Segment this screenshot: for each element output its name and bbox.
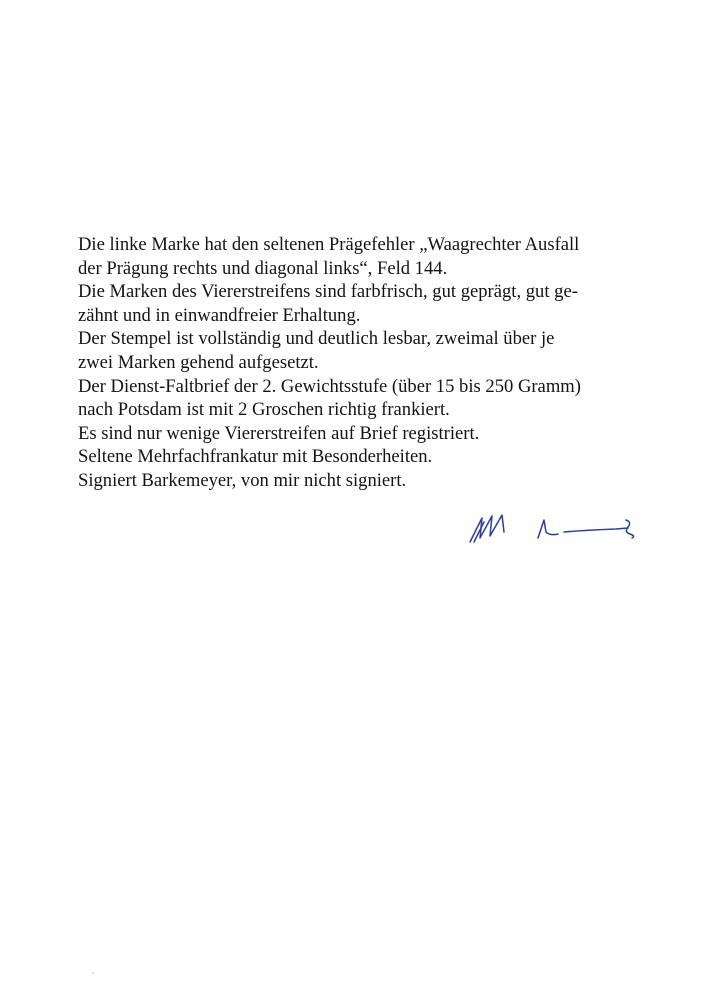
text-line: Es sind nur wenige Viererstreifen auf Brief registriert. (78, 422, 480, 444)
paragraph-signature-note (78, 469, 645, 493)
text-line: Die Marken des Viererstreifens sind farbfrisch, gut geprägt, gut ge- (78, 281, 578, 303)
text-line: zähnt und in einwandfreier Erhaltung. (78, 304, 361, 326)
handwritten-signature (468, 508, 648, 550)
paragraph-cancellation (78, 327, 645, 374)
paper-speck (92, 972, 94, 974)
text-line: nach Potsdam ist mit 2 Groschen richtig frankiert. (78, 399, 450, 421)
text-line: Der Stempel ist vollständig und deutlich lesbar, zweimal über je (78, 328, 555, 350)
text-line: Seltene Mehrfachfrankatur mit Besonderheiten. (78, 446, 433, 468)
paragraph-condition (78, 280, 645, 327)
paragraph-franking (78, 375, 645, 422)
paragraph-summary (78, 445, 645, 469)
text-line: Der Dienst-Faltbrief der 2. Gewichtsstufe (über 15 bis 250 Gramm) (78, 375, 581, 397)
text-line: Signiert Barkemeyer, von mir nicht signiert. (78, 469, 407, 491)
text-line: Die linke Marke hat den seltenen Prägefehler „Waagrechter Ausfall (78, 234, 580, 255)
paragraph-plate-flaw (78, 233, 645, 280)
paragraph-rarity (78, 422, 645, 446)
attest-text (78, 233, 645, 493)
text-line: zwei Marken gehend aufgesetzt. (78, 351, 319, 373)
text-line: der Prägung rechts und diagonal links“, Feld 144. (78, 257, 448, 279)
